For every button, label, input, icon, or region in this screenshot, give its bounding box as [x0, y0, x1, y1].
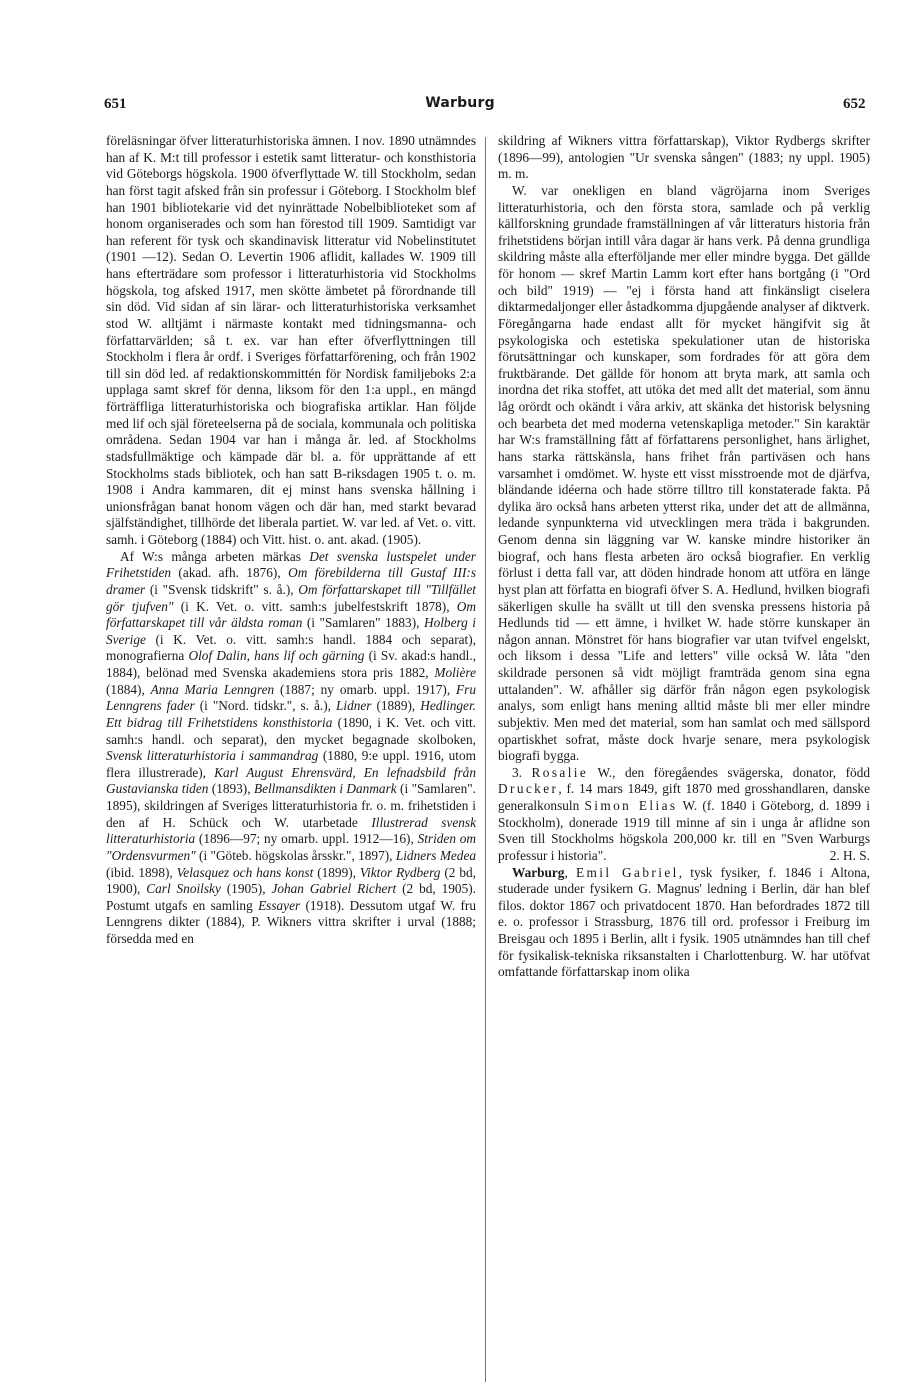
- entry-text: ,: [564, 864, 576, 880]
- works-text: (i "Samlaren" 1883),: [302, 615, 424, 631]
- works-text: (1896—97; ny omarb. uppl. 1912—16),: [195, 831, 418, 847]
- entry-rosalie: [498, 765, 870, 865]
- works-text: (i K. Vet. o. vitt. samh:s handl. 1884 och separat), monografierna: [106, 631, 476, 664]
- entry-text: W. (f. 1840 i Göteborg, d. 1899 i Stockholm), donerade 1919 till minne af sin i unga år aflidne son Sven till Stockholms högskola 200,000 kr. till en "Sven Warburgs professur i historia".: [498, 798, 870, 863]
- work-title: Fru Lenngrens fader: [106, 681, 476, 714]
- works-text: (2 bd, 1900),: [106, 864, 476, 897]
- works-text: (i Sv. akad:s handl., 1884), belönad med Svenska akademiens stora pris 1882,: [106, 648, 477, 680]
- works-text: (1889),: [371, 698, 421, 714]
- work-title: Om författarskapet till "Tillfället gör tjufven": [106, 581, 477, 614]
- continuation-paragraph: skildring af Wikners vittra författarskap), Viktor Rydbergs skrifter (1896—99), antologien "Ur svenska sången" (1883; ny uppl. 1905) m. m.: [498, 133, 870, 182]
- work-title: Illustrerad svensk litteraturhistoria: [106, 814, 476, 847]
- works-text: (1899),: [313, 864, 360, 880]
- work-title: Johan Gabriel Richert: [271, 881, 397, 897]
- work-title: Svensk litteraturhistoria i sammandrag: [106, 748, 319, 764]
- works-text: (1887; ny omarb. uppl. 1917),: [274, 681, 457, 697]
- work-title: Det svenska lustspelet under Frihetstiden: [106, 548, 476, 581]
- work-title: Holberg i Sverige: [106, 615, 477, 647]
- work-title: Striden om "Ordensvurmen": [106, 831, 476, 863]
- works-text: (2 bd, 1905). Postumt utgafs en samling: [106, 881, 476, 913]
- maiden-name: Drucker: [498, 781, 559, 797]
- works-text: Af W:s många arbeten märkas: [120, 548, 310, 564]
- works-text: (1918). Dessutom utgaf W. fru Lenngrens dikter (1884), P. Wikners vittra skrifter i urval (1888; försedda med en: [106, 897, 477, 946]
- work-title: Viktor Rydberg: [359, 864, 441, 880]
- right-page-number: 652: [843, 96, 866, 112]
- works-text: (akad. afh. 1876),: [171, 565, 289, 581]
- work-title: Bellmansdikten i Danmark: [253, 781, 397, 797]
- entry-emil-gabriel: [498, 865, 870, 981]
- works-text: (1880, 9:e uppl. 1916, utom flera illustrerade),: [106, 748, 476, 780]
- left-page-number: 651: [104, 96, 127, 112]
- works-text: (1890, i K. Vet. och vitt. samh:s handl. och separat), den mycket begagnade skolboken,: [106, 714, 476, 747]
- work-title: Hedlinger. Ett bidrag till Frihetstidens konsthistoria: [106, 698, 476, 730]
- right-column: [498, 133, 870, 981]
- work-title: Lidner: [335, 698, 372, 714]
- works-text: (1905),: [220, 881, 272, 897]
- works-text: (ibid. 1898),: [106, 864, 177, 880]
- works-text: (i K. Vet. o. vitt. samh:s jubelfestskrift 1878),: [173, 598, 457, 614]
- assessment-paragraph: W. var onekligen en bland vägröjarna inom Sveriges litteraturhistoria, och den första stora, samlade och på verklig källforskning grundade framställningen af vår litteraturs historia från frihetstidens början intill våra dagar är hans verk. På denna grundliga skildring måste alla efterföljande mer eller mindre bygga. Det gällde för honom — skref Martin Lamm kort efter hans bortgång (i "Ord och bild" 1919) — "ej i första hand att finkänsligt ciselera diktarmedaljonger eller åstadkomma djupgående analyser af diktverk. Föregångarna hade endast allt för mycket hängifvit sig åt psykologiska och estetiska spekulationer utan de historiska förutsättningar och kunskaper, som fordrades för att göra dem fruktbärande. Det gällde för honom att bryta mark, att samla och inordna det rika stoffet, att utöka det med allt det material, som ännu låg orördt och okändt i våra arkiv, att skänka det historisk belysning och bearbeta det med moderna vetenskapliga metoder." Sin karaktär har W:s framställning fått af författarens personlighet, hans ärlighet, hans starka rättskänsla, hans frihet från partiväsen och hans varsamhet i omdömet. W. hyste ett visst misstroende mot de djärfva, bländande idéerna och hade större tilltro till konstaterade fakta. På dylika äro också hans arbeten ytterst rika, under det att de allmänna, ledande synpunkterna vid utvecklingen mera träda i bakgrunden. Genom denna sin läggning var W. kanske mindre historiker än biograf, och hans flesta arbeten äro också biografier. En verklig förlust i detta fall var, att döden hindrade honom att utföra en länge hyst plan att författa en biografi öfver S. A. Hedlund, hvilken biografi säkerligen skulle ha svällt ut till den svenska pressens historia på Hedlunds tid — ett ämne, i hvilket W. hade större kunskaper än någon annan. Mönstret för hans biografier var utan tvifvel engelskt, och liksom i dessa "Life and letters" ville också W. låta "den skildrade personen så vidt möjligt framträda genom sina egna uttalanden". W. afhåller sig därför från någon egen psykologisk analys, som enligt hans mening alltid måste bli mer eller mindre subjektiv. Men med det material, som han samlat och med sällspord opartiskhet sofrat, måste dock hvarje senare, mera psykologisk biografi bygga.: [498, 182, 870, 764]
- spouse-name: Simon Elias: [584, 798, 678, 813]
- works-text: (1893),: [208, 781, 254, 797]
- entry-given-name: Emil Gabriel: [576, 864, 679, 880]
- works-text: (i "Göteb. högskolas årsskr.", 1897),: [195, 847, 396, 863]
- works-paragraph: [106, 549, 476, 948]
- left-column: [106, 133, 476, 948]
- works-text: (i "Samlaren". 1895), skildringen af Sveriges litteraturhistoria fr. o. m. frihetstiden i den af H. Schück och W. utarbetade: [106, 781, 476, 830]
- work-title: Velasquez och hans konst: [176, 864, 314, 880]
- work-title: Anna Maria Lenngren: [150, 681, 275, 697]
- works-text: (1884),: [106, 681, 151, 697]
- work-title: Molière: [434, 665, 476, 680]
- work-title: Om författarskapet till vår äldsta roman: [106, 598, 476, 631]
- work-title: Carl Snoilsky: [146, 881, 221, 897]
- entry-text: , f. 14 mars 1849, gift 1870 med grosshandlaren, danske generalkonsuln: [498, 781, 870, 813]
- column-divider: [485, 137, 486, 1382]
- work-title: Olof Dalin, hans lif och gärning: [188, 648, 365, 664]
- work-title: Essayer: [258, 897, 301, 913]
- entry-number: 3.: [512, 764, 532, 780]
- works-text: (i "Svensk tidskrift" s. å.),: [145, 581, 299, 597]
- works-text: (i "Nord. tidskr.", s. å.),: [194, 698, 336, 714]
- running-title: Warburg: [425, 95, 495, 111]
- career-paragraph: föreläsningar öfver litteraturhistoriska ämnen. I nov. 1890 utnämndes han af K. M:t till professor i estetik samt litteratur- och konsthistoria vid Göteborgs högskola. 1900 öfverflyttade W. till Stockholm, sedan han först tagit afsked från sin professur i Göteborg. I Stockholm blef han 1901 bibliotekarie vid det nyinrättade Nobelbiblioteket som af honom organiserades och som han förestod till 1909. Samtidigt var han referent för tysk och skandinavisk litteratur vid Nobelinstitutet (1901 —12). Sedan O. Levertin 1906 aflidit, kallades W. 1909 till hans efterträdare som professor i litteraturhistoria vid Stockholms högskola, tog afsked 1917, men skötte ämbetet på förordnande till sin död. Vid sidan af sin lärar- och litteraturhistoriska verksamhet stod W. alltjämt i närmaste kontakt med tidningsmanna- och författarvärlden; så t. ex. var han efter öfverflyttningen till Stockholm i flera år ordf. i Sveriges författarförening, och från 1902 till sin död led. af redaktionskommittén för Nordisk familjeboks 2:a upplaga samt skref för denna, liksom för den 1:a uppl., en mängd förträffliga litteraturhistoriska och biografiska artiklar. Han följde med lif och själ företeelserna på de sociala, kommunala och politiska områdena. Sedan 1904 var han i många år. led. af Stockholms stadsfullmäktige och kämpade där bl. a. för upprättande af ett Stockholms stads bibliotek, och han satt B-riksdagen 1905 t. o. m. 1908 i Andra kammaren, dit ej minst hans svenska hållning i unionsfrågan banat honom vägen och där han, med starkt bevarad själfständighet, tillhörde det liberala partiet. W. var led. af Vet. o. vitt. samh. i Göteborg (1884) och Vitt. hist. o. ant. akad. (1905).: [106, 133, 476, 547]
- entry-given-name: Rosalie: [531, 764, 589, 780]
- work-title: Om förebilderna till Gustaf III:s dramer: [106, 565, 476, 597]
- headword: Warburg: [512, 864, 565, 880]
- entry-text: W., den föregåendes svägerska, donator, född: [588, 764, 871, 780]
- work-title: Karl August Ehrensvärd, En lefnadsbild från Gustavianska tiden: [106, 764, 476, 797]
- author-signature: 2. H. S.: [829, 847, 870, 863]
- work-title: Lidners Medea: [395, 847, 476, 863]
- entry-text: , tysk fysiker, f. 1846 i Altona, studerade under fysikern G. Magnus' ledning i Berlin, där han blef filos. doktor 1867 och privatdocent 1870. Han befordrades 1872 till e. o. professor i Strassburg, 1876 till ord. professor i Freiburg im Breisgau och 1895 i Berlin, allt i fysik. 1905 utnämndes han till chef för fysikalisk-tekniska riksanstalten i Charlottenburg. W. har utöfvat omfattande författarskap inom olika: [498, 864, 870, 980]
